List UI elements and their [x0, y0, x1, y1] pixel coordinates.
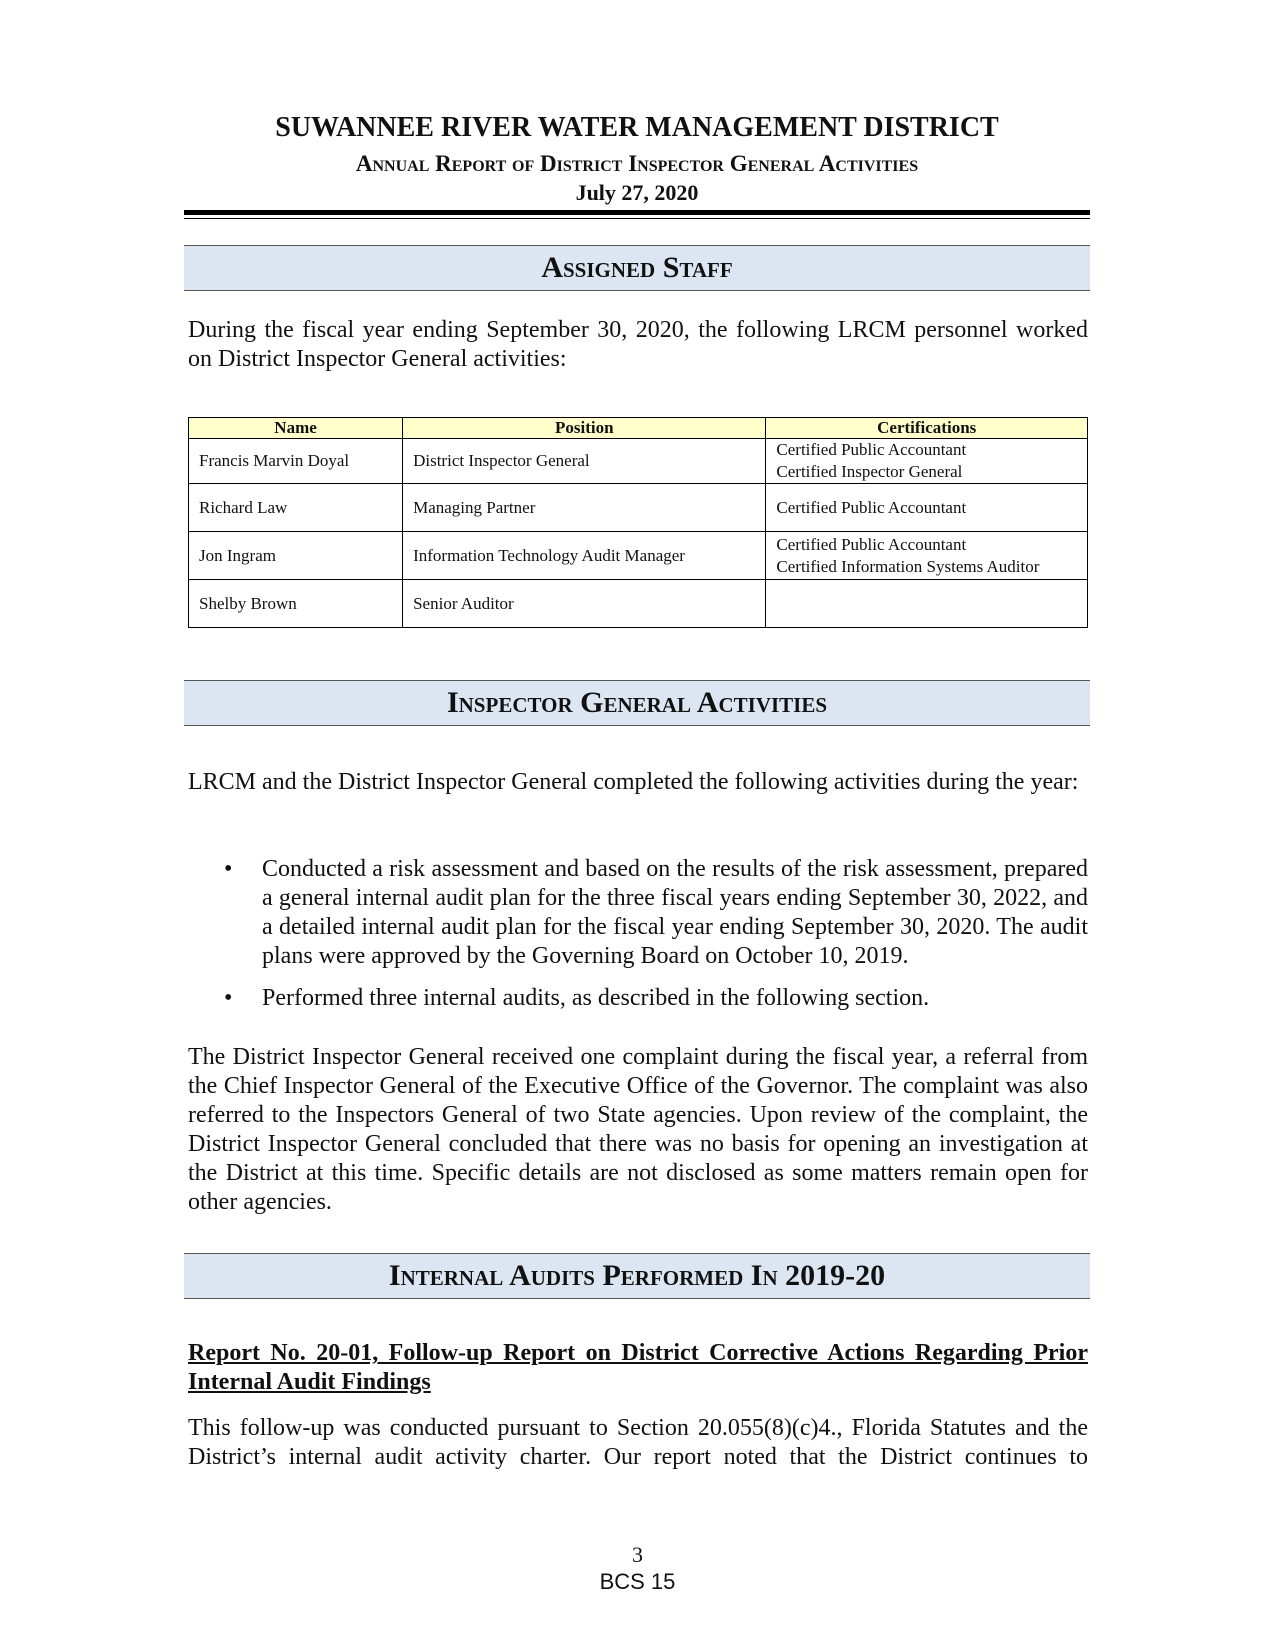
staff-position: Information Technology Audit Manager [403, 532, 766, 580]
bullet-icon: • [224, 985, 233, 1011]
table-row [189, 532, 1088, 580]
staff-certifications [766, 532, 1088, 580]
bullet-icon: • [224, 856, 233, 882]
staff-position: Senior Auditor [403, 580, 766, 628]
staff-name: Francis Marvin Doyal [189, 439, 403, 484]
column-header-certifications: Certifications [766, 418, 1088, 439]
table-row [189, 439, 1088, 484]
certification: Certified Public Accountant [776, 534, 967, 554]
certification: Certified Inspector General [776, 462, 963, 481]
staff-certifications [766, 439, 1088, 484]
follow-up-paragraph: This follow-up was conducted pursuant to Section 20.055(8)(c)4., Florida Statutes and the District’s internal audit activity charter. Our report noted that the District continues to [188, 1415, 1088, 1470]
staff-table [188, 417, 1088, 628]
report-date: July 27, 2020 [575, 180, 699, 205]
certification: Certified Information Systems Auditor [776, 556, 1040, 576]
certification: Certified Public Accountant [776, 497, 967, 517]
staff-position: Managing Partner [403, 484, 766, 532]
certification: Certified Public Accountant [776, 440, 967, 459]
column-header-name: Name [189, 418, 403, 439]
header-rule-thick [184, 210, 1090, 215]
document-code: BCS 15 [599, 1569, 676, 1594]
page-number: 3 [632, 1542, 643, 1567]
section-heading-internal-audits: Internal Audits Performed In 2019-20 [184, 1253, 1090, 1299]
section-heading-assigned-staff: Assigned Staff [184, 245, 1090, 291]
org-title: SUWANNEE RIVER WATER MANAGEMENT DISTRICT [275, 112, 999, 143]
staff-certifications [766, 580, 1088, 628]
section-heading-ig-activities: Inspector General Activities [184, 680, 1090, 726]
column-header-position: Position [403, 418, 766, 439]
table-row [189, 484, 1088, 532]
staff-name: Jon Ingram [189, 532, 403, 580]
staff-table-header-row [189, 418, 1088, 439]
activities-list [188, 855, 1088, 1013]
list-item-text: Performed three internal audits, as described in the following section. [262, 985, 930, 1011]
list-item [188, 984, 1088, 1013]
header-rule-thin [184, 218, 1090, 219]
staff-certifications [766, 484, 1088, 532]
activities-intro-paragraph: LRCM and the District Inspector General completed the following activities during the year: [188, 769, 1079, 795]
list-item [188, 855, 1088, 971]
staff-intro-paragraph: During the fiscal year ending September 30, 2020, the following LRCM personnel worked on District Inspector General activities: [188, 317, 1088, 372]
list-item-text: Conducted a risk assessment and based on the results of the risk assessment, prepared a general internal audit plan for the three fiscal years ending September 30, 2022, and a detailed internal audit plan for the fiscal year ending September 30, 2020. The audit plans were approved by the Governing Board on October 10, 2019. [262, 856, 1088, 969]
table-row [189, 580, 1088, 628]
staff-name: Shelby Brown [189, 580, 403, 628]
staff-position: District Inspector General [403, 439, 766, 484]
report-title: Annual Report of District Inspector General Activities [355, 151, 919, 176]
report-subheading: Report No. 20-01, Follow-up Report on District Corrective Actions Regarding Prior Internal Audit Findings [188, 1340, 1088, 1395]
complaint-paragraph: The District Inspector General received one complaint during the fiscal year, a referral from the Chief Inspector General of the Executive Office of the Governor. The complaint was also referred to the Inspectors General of two State agencies. Upon review of the complaint, the District Inspector General concluded that there was no basis for opening an investigation at the District at this time. Specific details are not disclosed as some matters remain open for other agencies. [188, 1044, 1088, 1215]
staff-name: Richard Law [189, 484, 403, 532]
